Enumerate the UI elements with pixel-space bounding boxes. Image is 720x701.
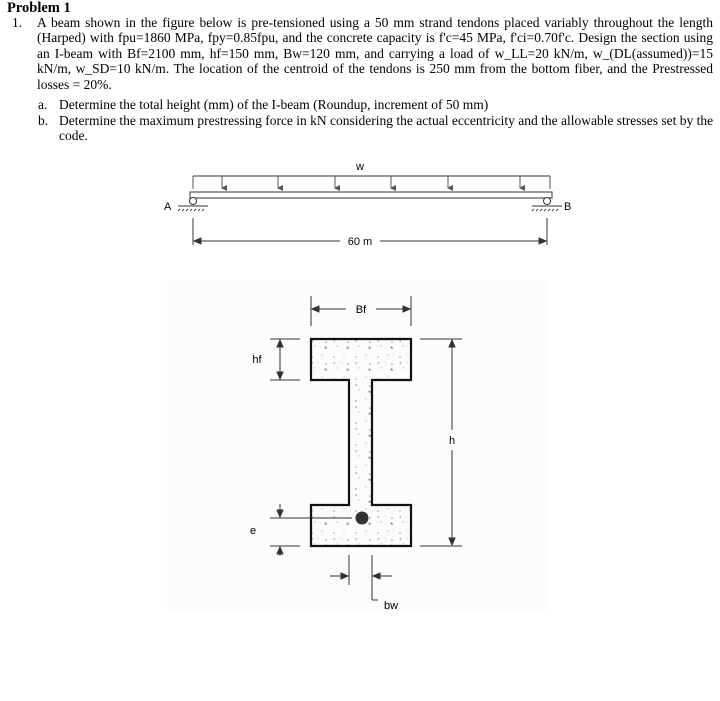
e-label: e	[249, 525, 257, 537]
bf-label: Bf	[355, 304, 367, 316]
support-b-label: B	[564, 201, 572, 213]
bw-label: bw	[383, 600, 399, 612]
span-label: 60 m	[347, 236, 373, 248]
item-number: 1.	[12, 15, 23, 30]
part-b-text: Determine the maximum prestressing force in kN considering the actual eccentricity and the allowable stresses set by the code.	[59, 113, 714, 144]
h-label: h	[448, 435, 456, 447]
tendon-icon	[356, 512, 369, 525]
problem-title: Problem 1	[7, 0, 71, 16]
load-label: w	[356, 161, 364, 173]
hf-label: hf	[252, 354, 262, 366]
support-a-label: A	[164, 201, 172, 213]
problem-statement: A beam shown in the figure below is pre-tensioned using a 50 mm strand tendons placed variably throughout the length (Harped) with fpu=1860 MPa, fpy=0.85fpu, and the concrete capacity is f'c=45 MPa, f'ci=0.70f'c. Design the section using an I-beam with Bf=2100 mm, hf=150 mm, Bw=120 mm, and carrying a load of w_LL=20 kN/m, w_(DL(assumed))=15 kN/m, w_SD=10 kN/m. The location of the centroid of the tendons is 250 mm from the bottom fiber, and the Prestressed losses = 20%.	[37, 15, 713, 92]
part-a-letter: a.	[38, 97, 48, 112]
part-b-letter: b.	[38, 113, 49, 128]
part-a-text: Determine the total height (mm) of the I-beam (Roundup, increment of 50 mm)	[59, 97, 489, 112]
